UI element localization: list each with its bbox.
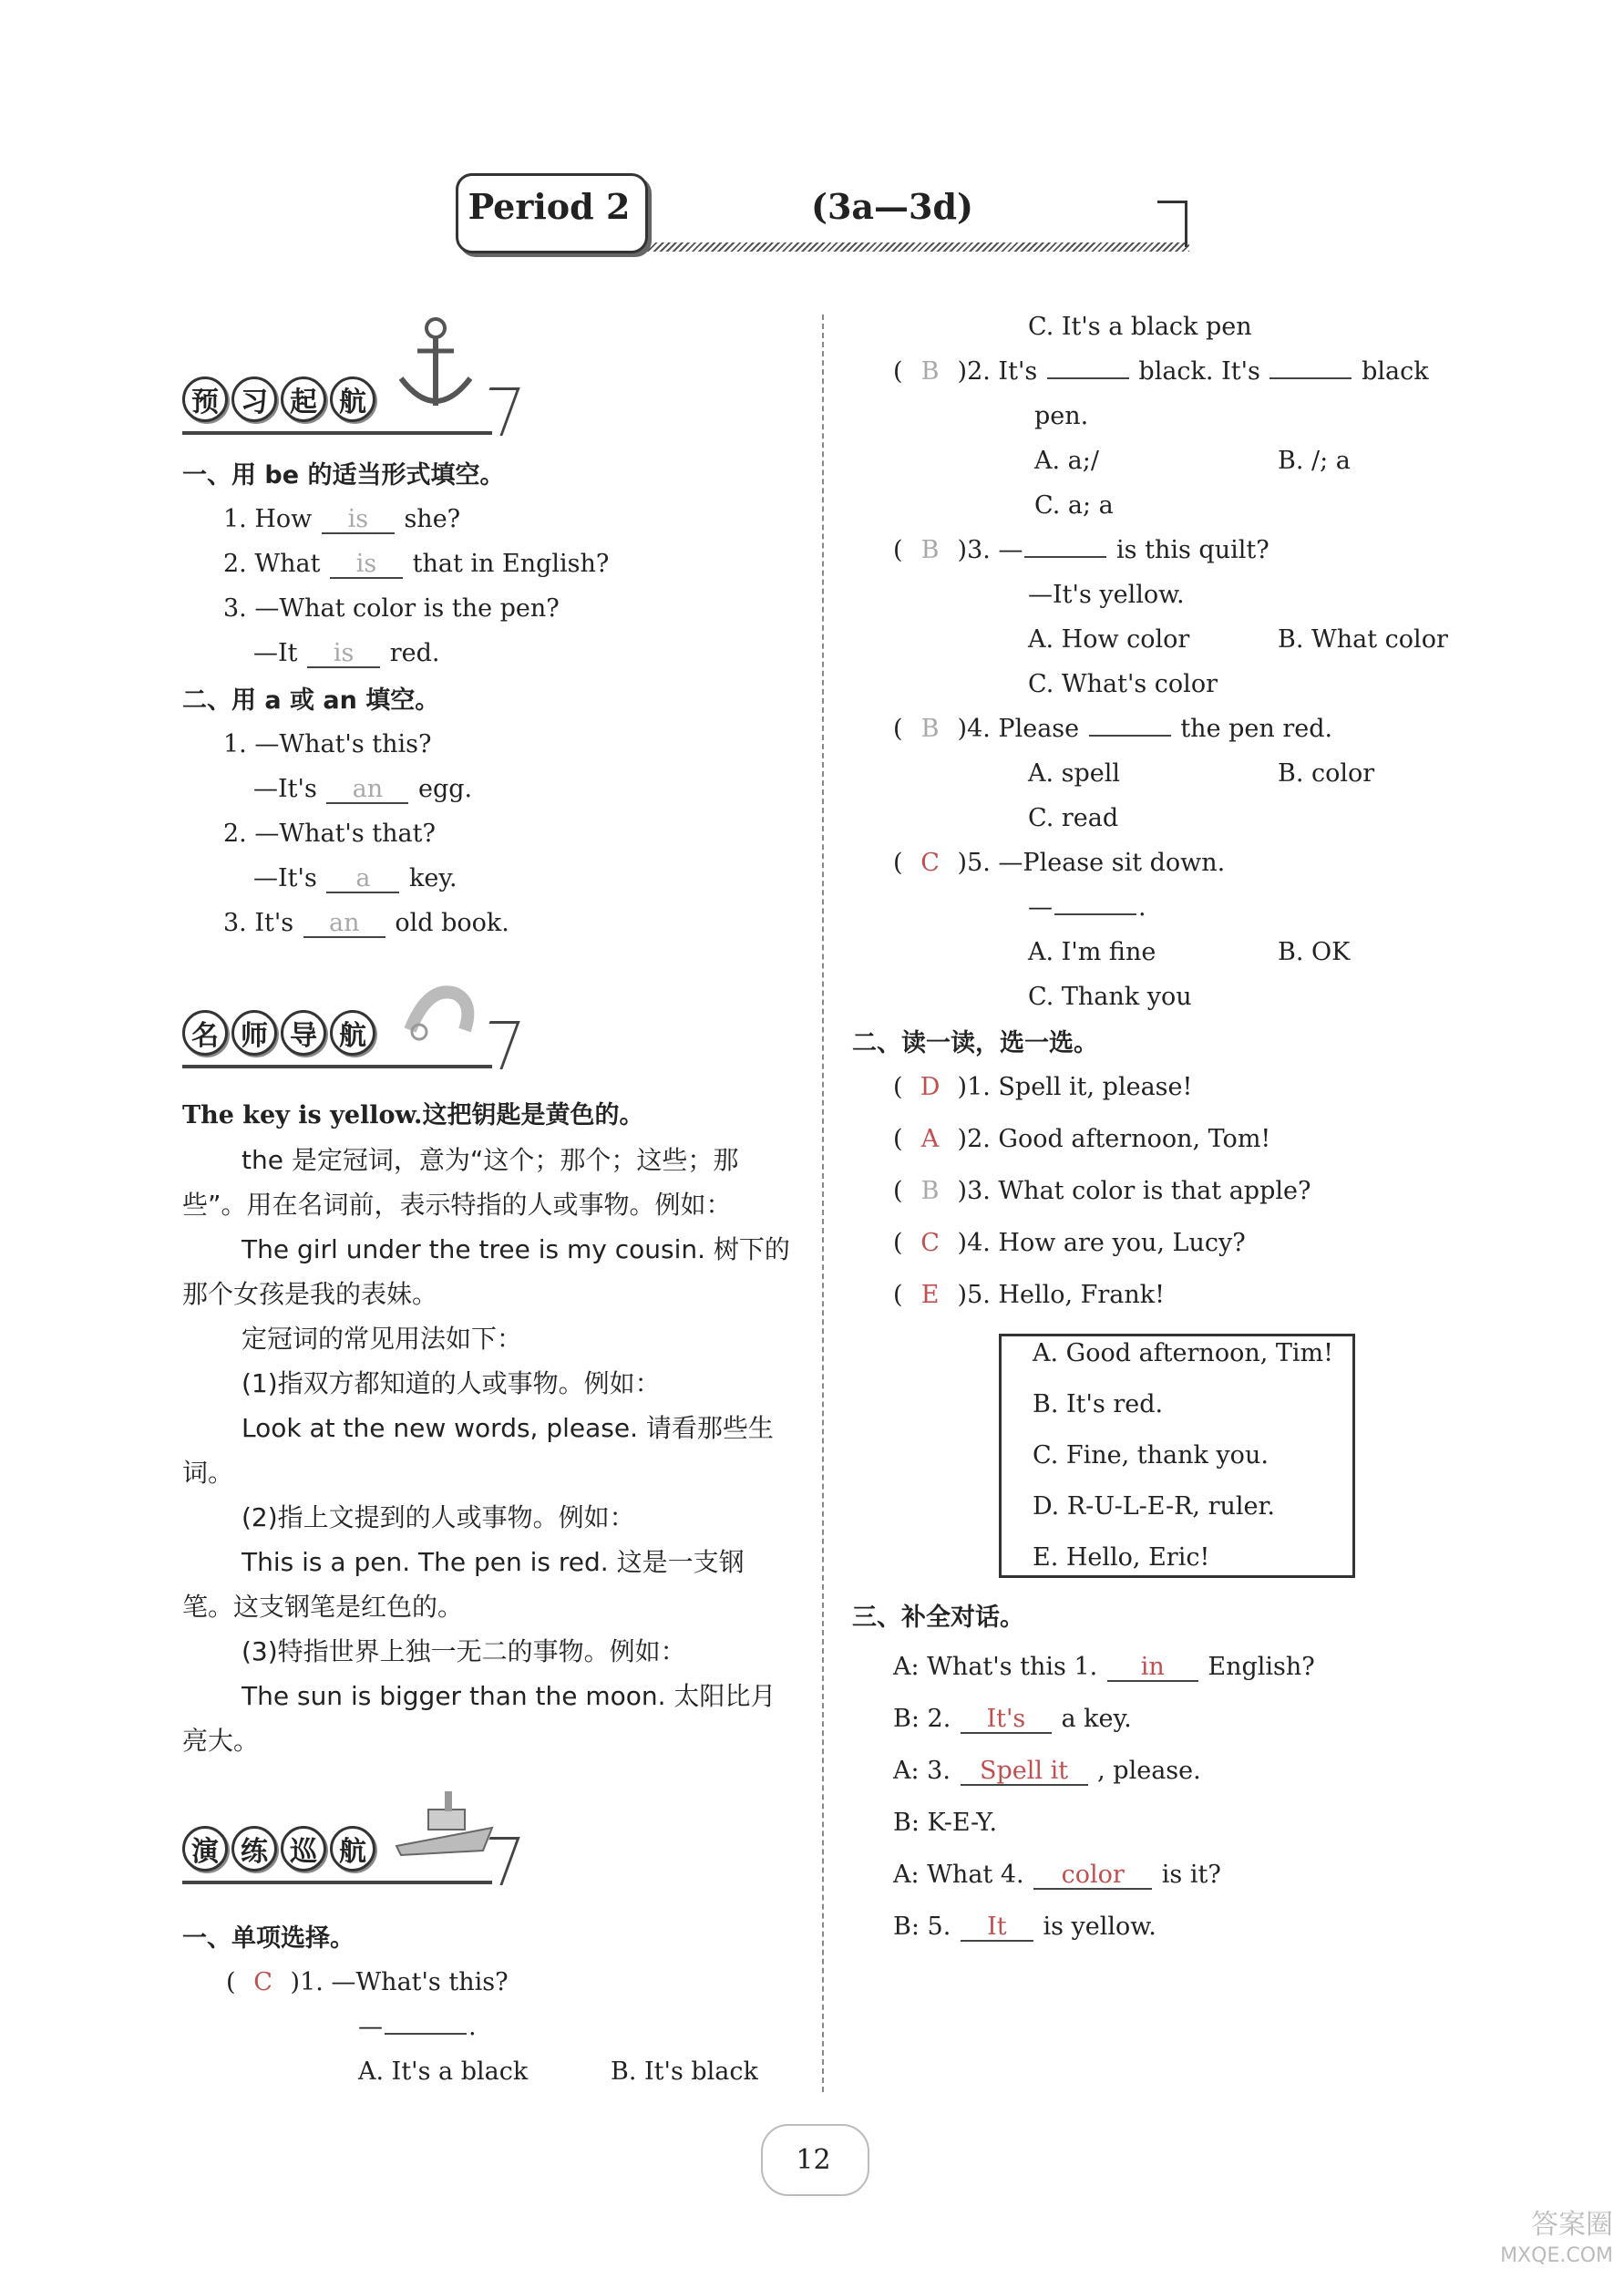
mc-option: C. It's a black pen — [1028, 313, 1252, 341]
answer-text: B — [920, 715, 940, 743]
guide-paragraph: 词。 — [182, 1458, 234, 1488]
watermark-url: MXQE.COM — [1500, 2244, 1613, 2267]
guide-paragraph: 定冠词的常见用法如下： — [242, 1324, 523, 1354]
badge-char: 习 — [231, 376, 277, 422]
exercise-item: —It's an egg. — [253, 775, 473, 803]
mc-option: A. a;/ — [1034, 447, 1099, 475]
page-number: 12 — [796, 2144, 831, 2176]
mc-question: ( B )2. It's black. It's black — [893, 357, 1429, 386]
guide-paragraph: 亮大。 — [182, 1726, 260, 1756]
exercise-item: —It's a key. — [253, 864, 457, 892]
mc-option: B. It's black — [611, 2057, 758, 2086]
guide-paragraph: 那个女孩是我的表妹。 — [182, 1279, 438, 1309]
answer-text: an — [328, 909, 360, 937]
guide-paragraph: (3)特指世界上独一无二的事物。例如： — [242, 1636, 686, 1666]
answer-text: in — [1140, 1653, 1165, 1681]
mc-question-cont: pen. — [1034, 402, 1089, 430]
mc-question: ( C )5. —Please sit down. — [893, 849, 1226, 877]
exercise-item: 3. It's an old book. — [223, 909, 509, 937]
mc-option: C. read — [1028, 804, 1119, 832]
mc-option: A. It's a black — [358, 2057, 529, 2086]
answer-text: a — [355, 864, 371, 892]
mc-option: A. spell — [1028, 759, 1121, 788]
mc-option: B. What color — [1278, 625, 1448, 654]
exercise-item: 1. How is she? — [223, 505, 461, 533]
guide-paragraph: This is a pen. The pen is red. 这是一支钢 — [242, 1547, 745, 1577]
guide-paragraph: 些”。用在名词前，表示特指的人或事物。例如： — [182, 1190, 732, 1220]
answer-text: It's — [986, 1705, 1026, 1733]
exercise-item: 1. —What's this? — [223, 730, 432, 758]
badge-char: 练 — [231, 1826, 277, 1872]
dialog-line: B: 5. It is yellow. — [893, 1913, 1156, 1941]
answer-text: B — [920, 1177, 940, 1205]
mc-option: C. a; a — [1034, 491, 1114, 520]
answer-text: is — [347, 505, 369, 533]
option-item: C. Fine, thank you. — [1033, 1441, 1269, 1469]
guide-paragraph: 笔。这支钢笔是红色的。 — [182, 1592, 464, 1622]
exercise-title: 二、读一读，选一选。 — [852, 1029, 1098, 1057]
answer-text: E — [920, 1281, 940, 1309]
option-item: E. Hello, Eric! — [1033, 1543, 1210, 1572]
answer-text: C — [920, 1229, 940, 1257]
badge-char: 预 — [182, 376, 228, 422]
badge-char: 师 — [231, 1010, 277, 1056]
badge-char: 名 — [182, 1010, 228, 1056]
mc-option: B. color — [1278, 759, 1375, 788]
answer-text: D — [920, 1073, 940, 1101]
mc-option: A. I'm fine — [1028, 938, 1156, 966]
exercise-item: —It is red. — [253, 639, 440, 667]
answer-text: C — [253, 1968, 272, 1996]
badge-char: 航 — [330, 1826, 375, 1872]
exercise-title: 二、用 a 或 an 填空。 — [182, 686, 440, 715]
mc-reply: — . — [358, 2013, 477, 2041]
guide-paragraph: the 是定冠词，意为“这个；那个；这些；那 — [242, 1145, 739, 1175]
match-item: ( E )5. Hello, Frank! — [893, 1281, 1165, 1309]
guide-paragraph: The girl under the tree is my cousin. 树下的 — [242, 1234, 790, 1264]
badge-char: 演 — [182, 1826, 228, 1872]
badge-char: 导 — [281, 1010, 326, 1056]
mc-reply: — . — [1028, 893, 1146, 922]
anchor-icon — [390, 315, 481, 424]
mc-question: ( B )3. — is this quilt? — [893, 536, 1269, 564]
answer-text: Spell it — [979, 1757, 1069, 1785]
dialog-line: A: 3. Spell it , please. — [893, 1757, 1201, 1785]
exercise-item: 2. What is that in English? — [223, 550, 610, 578]
exercise-title: 一、单项选择。 — [182, 1924, 355, 1953]
column-divider — [822, 315, 824, 2092]
mc-question: ( C )1. —What's this? — [226, 1968, 509, 1996]
watermark-logo: 答案圈 — [1531, 2209, 1613, 2241]
answer-text: It — [987, 1913, 1007, 1941]
exercise-title: 一、用 be 的适当形式填空。 — [182, 461, 505, 490]
match-item: ( D )1. Spell it, please! — [893, 1073, 1193, 1101]
guide-paragraph: Look at the new words, please. 请看那些生 — [242, 1413, 774, 1443]
header-hook — [1157, 201, 1187, 247]
match-item: ( B )3. What color is that apple? — [893, 1177, 1311, 1205]
answer-text: an — [352, 775, 384, 803]
answer-text: is — [333, 639, 355, 667]
option-item: A. Good afternoon, Tim! — [1033, 1339, 1333, 1367]
badge-char: 巡 — [281, 1826, 326, 1872]
answer-text: color — [1061, 1861, 1125, 1889]
header-rule — [642, 242, 1189, 252]
answer-text: is — [355, 550, 377, 578]
mc-option: C. What's color — [1028, 670, 1218, 698]
guide-paragraph: (2)指上文提到的人或事物。例如： — [242, 1502, 635, 1532]
mc-question: ( B )4. Please the pen red. — [893, 715, 1333, 743]
dialog-line: A: What 4. color is it? — [893, 1861, 1221, 1889]
dialog-line: A: What's this 1. in English? — [893, 1653, 1315, 1681]
exercise-title: 三、补全对话。 — [852, 1604, 1024, 1632]
mc-option: C. Thank you — [1028, 983, 1192, 1011]
answer-text: C — [920, 849, 940, 877]
badge-char: 起 — [281, 376, 326, 422]
dialog-line: B: 2. It's a key. — [893, 1705, 1132, 1733]
option-item: D. R-U-L-E-R, ruler. — [1033, 1492, 1276, 1521]
guide-paragraph: The sun is bigger than the moon. 太阳比月 — [242, 1681, 776, 1711]
page-header — [456, 173, 1194, 255]
guide-key-sentence: The key is yellow.这把钥匙是黄色的。 — [182, 1101, 644, 1129]
exercise-item: 3. —What color is the pen? — [223, 594, 560, 623]
badge-char: 航 — [330, 1010, 375, 1056]
mc-option: B. /; a — [1278, 447, 1351, 475]
period-title: Period 2 — [468, 186, 631, 227]
period-range: (3a—3d) — [811, 186, 974, 227]
answer-text: A — [920, 1125, 940, 1153]
answer-text: B — [920, 357, 940, 386]
match-item: ( A )2. Good afternoon, Tom! — [893, 1125, 1271, 1153]
answer-text: B — [920, 536, 940, 564]
exercise-item: 2. —What's that? — [223, 820, 436, 848]
mc-reply: —It's yellow. — [1028, 581, 1185, 609]
dialog-line: B: K-E-Y. — [893, 1809, 998, 1837]
mc-option: B. OK — [1278, 938, 1351, 966]
mc-option: A. How color — [1028, 625, 1190, 654]
guide-paragraph: (1)指双方都知道的人或事物。例如： — [242, 1368, 661, 1398]
ribbon-icon — [401, 975, 483, 1057]
badge-char: 航 — [330, 376, 375, 422]
match-item: ( C )4. How are you, Lucy? — [893, 1229, 1246, 1257]
option-item: B. It's red. — [1033, 1390, 1164, 1418]
